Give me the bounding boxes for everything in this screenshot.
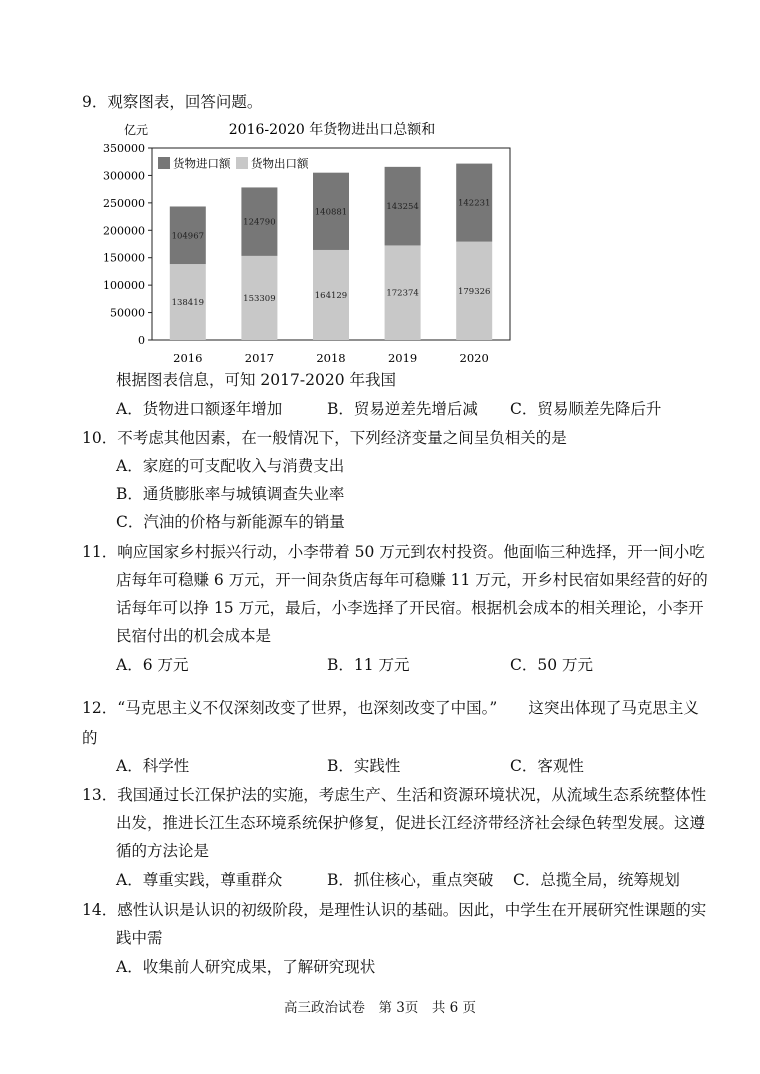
x-tick-label: 2020 (459, 351, 489, 365)
q11-line-1: 11．响应国家乡村振兴行动，小李带着 50 万元到农村投资。他面临三种选择，开一间小吃 (82, 543, 705, 561)
data-label-import-2016: 104967 (171, 231, 205, 242)
data-label-export-2017: 153309 (243, 293, 276, 304)
y-tick-label: 100000 (103, 279, 145, 293)
y-tick-label: 350000 (103, 142, 145, 155)
legend-swatch (158, 157, 170, 169)
q10-stem: 10．不考虑其他因素，在一般情况下，下列经济变量之间呈负相关的是 (82, 429, 567, 447)
data-label-export-2020: 179326 (457, 286, 491, 297)
q9-option-a[interactable]: A．货物进口额逐年增加 (116, 400, 283, 418)
q9-after-chart: 根据图表信息，可知 2017-2020 年我国 (116, 371, 396, 389)
y-tick-label: 0 (138, 334, 145, 347)
chart-ylabel: 亿元 (124, 123, 149, 137)
data-label-export-2019: 172374 (386, 288, 419, 299)
x-axis-ticks (173, 351, 489, 365)
q12-option-b[interactable]: B．实践性 (327, 757, 401, 775)
q9-option-b[interactable]: B．贸易逆差先增后减 (327, 400, 478, 418)
data-label-import-2019: 143254 (386, 202, 419, 213)
q14-line-2: 践中需 (116, 929, 163, 947)
q13-option-b[interactable]: B．抓住核心，重点突破 (327, 871, 494, 889)
q13-line-3: 循的方法论是 (116, 842, 210, 860)
q11-option-b[interactable]: B．11 万元 (327, 656, 410, 674)
q10-option-c[interactable]: C．汽油的价格与新能源车的销量 (116, 513, 345, 531)
y-tick-label: 150000 (103, 251, 145, 265)
x-tick-label: 2018 (316, 351, 346, 365)
q13-line-1: 13．我国通过长江保护法的实施，考虑生产、生活和资源环境状况，从流域生态系统整体性 (82, 786, 707, 804)
y-tick-label: 250000 (103, 196, 145, 210)
y-tick-label: 300000 (103, 169, 145, 183)
q11-line-2: 店每年可稳赚 6 万元，开一间杂货店每年可稳赚 11 万元，开乡村民宿如果经营的好的 (116, 571, 708, 589)
x-tick-label: 2016 (173, 351, 203, 365)
q13-line-2: 出发，推进长江生态环境系统保护修复，促进长江经济带经济社会绿色转型发展。这遵 (116, 814, 706, 832)
legend-label: 货物出口额 (251, 156, 309, 171)
chart-title: 2016-2020 年货物进出口总额和 (228, 122, 436, 138)
y-tick-label: 200000 (103, 224, 145, 238)
q13-option-a[interactable]: A．尊重实践，尊重群众 (116, 871, 283, 889)
x-tick-label: 2017 (244, 351, 275, 365)
q14-option-a[interactable]: A．收集前人研究成果，了解研究现状 (116, 958, 376, 976)
q11-line-3: 话每年可以挣 15 万元，最后，小李选择了开民宿。根据机会成本的相关理论，小李开 (116, 599, 704, 617)
q12-line-2: 的 (82, 729, 98, 747)
trade-chart (103, 118, 520, 370)
y-tick-label: 50000 (110, 306, 145, 320)
q11-option-c[interactable]: C．50 万元 (510, 656, 594, 674)
q10-option-b[interactable]: B．通货膨胀率与城镇调查失业率 (116, 485, 345, 503)
q9-option-c[interactable]: C．贸易顺差先降后升 (510, 400, 662, 418)
data-label-export-2018: 164129 (314, 290, 348, 301)
bar-group (170, 164, 492, 340)
q11-option-a[interactable]: A．6 万元 (116, 656, 189, 674)
legend-swatch (236, 157, 248, 169)
q12-line-1: 12．“马克思主义不仅深刻改变了世界，也深刻改变了中国。” 这突出体现了马克思主义 (82, 699, 699, 717)
q14-line-1: 14．感性认识是认识的初级阶段，是理性认识的基础。因此，中学生在开展研究性课题的实 (82, 901, 707, 919)
data-label-import-2017: 124790 (243, 217, 276, 228)
legend-label: 货物进口额 (173, 156, 231, 171)
q9-stem: 9．观察图表，回答问题。 (82, 93, 263, 111)
x-tick-label: 2019 (387, 351, 418, 365)
page-footer: 高三政治试卷 第 3页 共 6 页 (283, 1000, 477, 1016)
q13-option-c[interactable]: C．总揽全局，统筹规划 (513, 871, 680, 889)
data-label-import-2020: 142231 (457, 198, 491, 209)
q11-line-4: 民宿付出的机会成本是 (116, 627, 272, 645)
q12-option-a[interactable]: A．科学性 (116, 757, 190, 775)
data-label-export-2016: 138419 (171, 298, 205, 309)
q10-option-a[interactable]: A．家庭的可支配收入与消费支出 (116, 457, 345, 475)
data-label-import-2018: 140881 (314, 207, 348, 218)
chart-legend (158, 157, 309, 171)
q12-option-c[interactable]: C．客观性 (510, 757, 584, 775)
y-axis-ticks (103, 142, 152, 347)
